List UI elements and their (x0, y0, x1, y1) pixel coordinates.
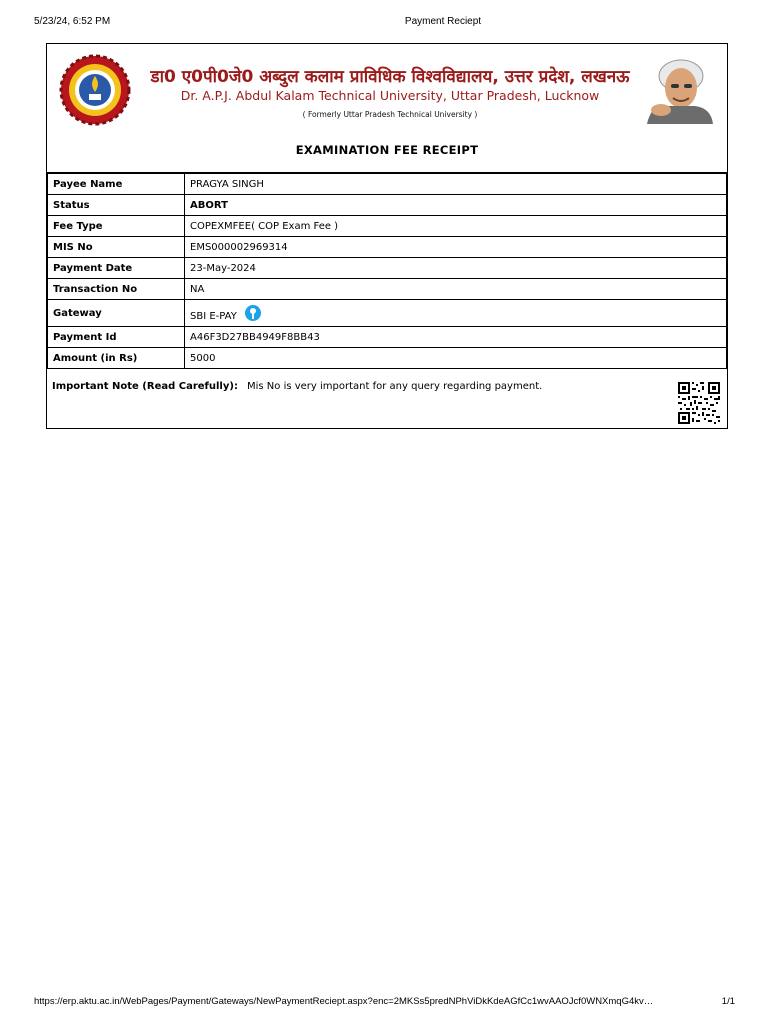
field-value: COPEXMFEE( COP Exam Fee ) (185, 216, 727, 237)
field-value: A46F3D27BB4949F8BB43 (185, 327, 727, 348)
university-name-english: Dr. A.P.J. Abdul Kalam Technical University, Uttar Pradesh, Lucknow (180, 88, 600, 103)
university-name-hindi: डा0 ए0पी0जे0 अब्दुल कलाम प्राविधिक विश्वविद्यालय, उत्तर प्रदेश, लखनऊ (150, 67, 630, 87)
gateway-cell (185, 300, 727, 327)
table-row (48, 174, 727, 195)
receipt-title: EXAMINATION FEE RECEIPT (295, 143, 479, 157)
field-value: EMS000002969314 (185, 237, 727, 258)
print-url: https://erp.aktu.ac.in/WebPages/Payment/Gateways/NewPaymentReciept.aspx?enc=2MKSs5predNPhViDkKdeAGfCc1wvAAOJcf0WNXmqG4kv… (34, 996, 654, 1007)
field-value: 23-May-2024 (185, 258, 727, 279)
note-label: Important Note (Read Carefully): (52, 381, 238, 392)
university-formerly: ( Formerly Uttar Pradesh Technical University ) (302, 110, 478, 119)
field-value: PRAGYA SINGH (185, 174, 727, 195)
field-label: Amount (in Rs) (48, 348, 185, 369)
field-label: Payment Date (48, 258, 185, 279)
print-datetime: 5/23/24, 6:52 PM (34, 16, 111, 27)
print-page-number: 1/1 (721, 996, 735, 1007)
print-header (0, 16, 768, 30)
field-label: Payee Name (48, 174, 185, 195)
table-row (48, 327, 727, 348)
table-row (48, 195, 727, 216)
field-label: Gateway (48, 300, 185, 327)
table-row (48, 348, 727, 369)
important-note (47, 377, 727, 428)
university-logo-icon (59, 54, 131, 126)
print-title: Payment Reciept (404, 16, 482, 27)
qr-code-icon (677, 381, 721, 425)
table-row (48, 300, 727, 327)
field-label: Fee Type (48, 216, 185, 237)
print-footer (0, 996, 768, 1010)
field-value: 5000 (185, 348, 727, 369)
field-label: MIS No (48, 237, 185, 258)
sbi-logo-icon (245, 305, 261, 321)
portrait-image (641, 54, 715, 124)
status-value: ABORT (185, 195, 727, 216)
table-row (48, 279, 727, 300)
table-row (48, 237, 727, 258)
field-label: Transaction No (48, 279, 185, 300)
note-text: Mis No is very important for any query regarding payment. (247, 381, 543, 392)
table-row (48, 216, 727, 237)
receipt-fields-table (47, 173, 727, 369)
field-label: Payment Id (48, 327, 185, 348)
field-label: Status (48, 195, 185, 216)
receipt (46, 43, 728, 429)
table-row (48, 258, 727, 279)
field-value: NA (185, 279, 727, 300)
field-value: SBI E-PAY (190, 310, 237, 322)
university-banner (47, 44, 727, 174)
